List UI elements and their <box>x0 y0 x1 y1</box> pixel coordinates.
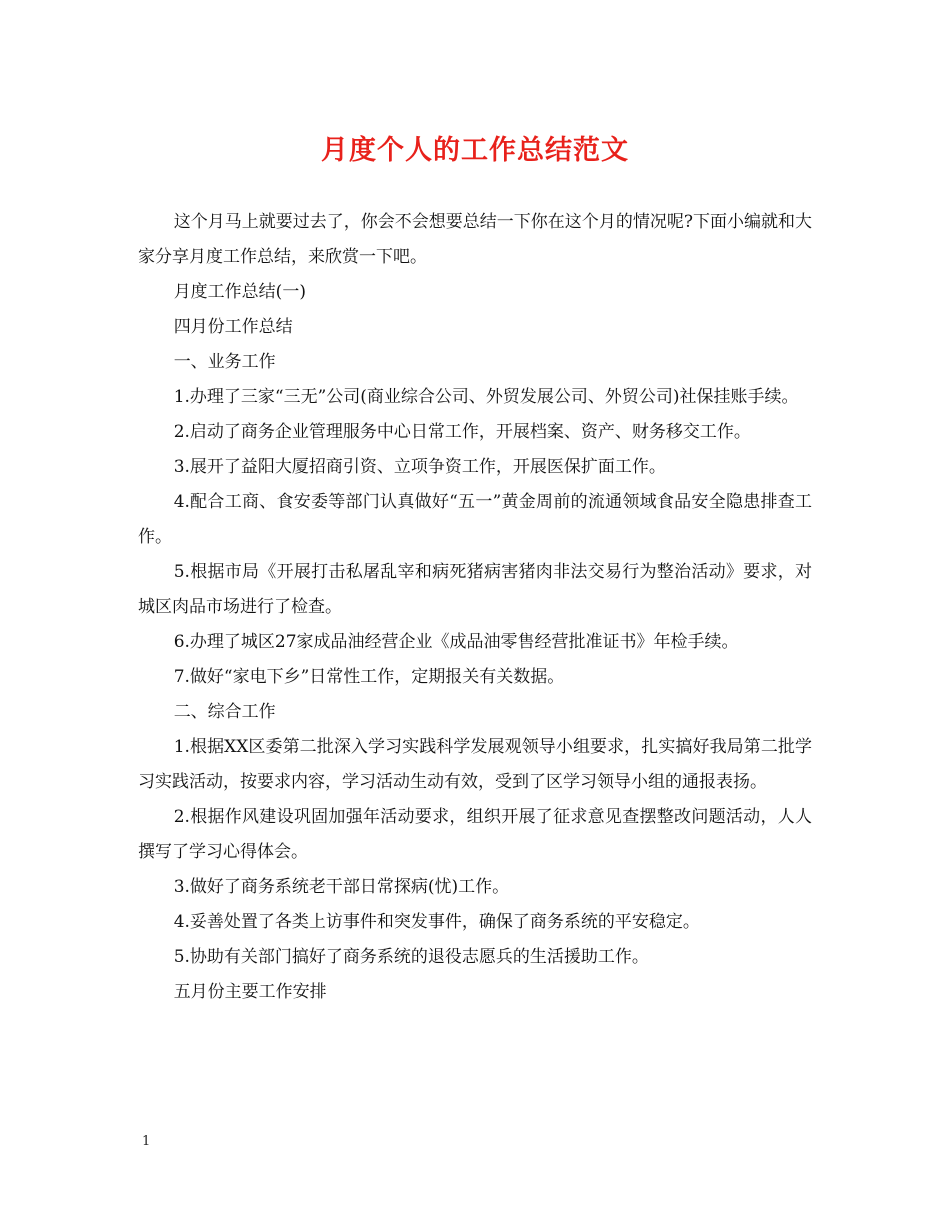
paragraph-general-item-5: 5.协助有关部门搞好了商务系统的退役志愿兵的生活援助工作。 <box>173 947 649 967</box>
paragraph-general-heading: 二、综合工作 <box>173 702 276 722</box>
paragraph-business-item-1: 1.办理了三家“三无”公司(商业综合公司、外贸发展公司、外贸公司)社保挂账手续。 <box>173 387 799 407</box>
paragraph-section-heading: 月度工作总结(一) <box>173 282 306 302</box>
paragraph-business-item-5: 5.根据市局《开展打击私屠乱宰和病死猪病害猪肉非法交易行为整治活动》要求，对城区肉品市场进行了检查。 <box>138 562 812 617</box>
paragraph-business-item-2: 2.启动了商务企业管理服务中心日常工作，开展档案、资产、财务移交工作。 <box>173 422 751 442</box>
paragraph-business-heading: 一、业务工作 <box>173 352 276 372</box>
document-title: 月度个人的工作总结范文 <box>321 135 629 166</box>
paragraph-may-heading: 五月份主要工作安排 <box>173 982 327 1002</box>
paragraph-general-item-3: 3.做好了商务系统老干部日常探病(忧)工作。 <box>173 877 510 897</box>
page-number: 1 <box>142 1134 151 1149</box>
paragraph-general-item-1: 1.根据XX区委第二批深入学习实践科学发展观领导小组要求，扎实搞好我局第二批学习实践活动，按要求内容，学习活动生动有效，受到了区学习领导小组的通报表扬。 <box>138 737 812 792</box>
paragraph-general-item-4: 4.妥善处置了各类上访事件和突发事件，确保了商务系统的平安稳定。 <box>173 912 700 932</box>
paragraph-april-heading: 四月份工作总结 <box>173 317 293 337</box>
document-body <box>138 205 812 1010</box>
paragraph-general-item-2: 2.根据作风建设巩固加强年活动要求，组织开展了征求意见查摆整改问题活动，人人撰写了学习心得体会。 <box>138 807 812 862</box>
paragraph-business-item-6: 6.办理了城区27家成品油经营企业《成品油零售经营批准证书》年检手续。 <box>173 632 739 652</box>
paragraph-business-item-3: 3.展开了益阳大厦招商引资、立项争资工作，开展医保扩面工作。 <box>173 457 666 477</box>
paragraph-intro: 这个月马上就要过去了，你会不会想要总结一下你在这个月的情况呢?下面小编就和大家分享月度工作总结，来欣赏一下吧。 <box>138 212 812 267</box>
paragraph-business-item-4: 4.配合工商、食安委等部门认真做好“五一”黄金周前的流通领域食品安全隐患排查工作。 <box>138 492 812 547</box>
paragraph-business-item-7: 7.做好“家电下乡”日常性工作，定期报关有关数据。 <box>173 667 565 687</box>
